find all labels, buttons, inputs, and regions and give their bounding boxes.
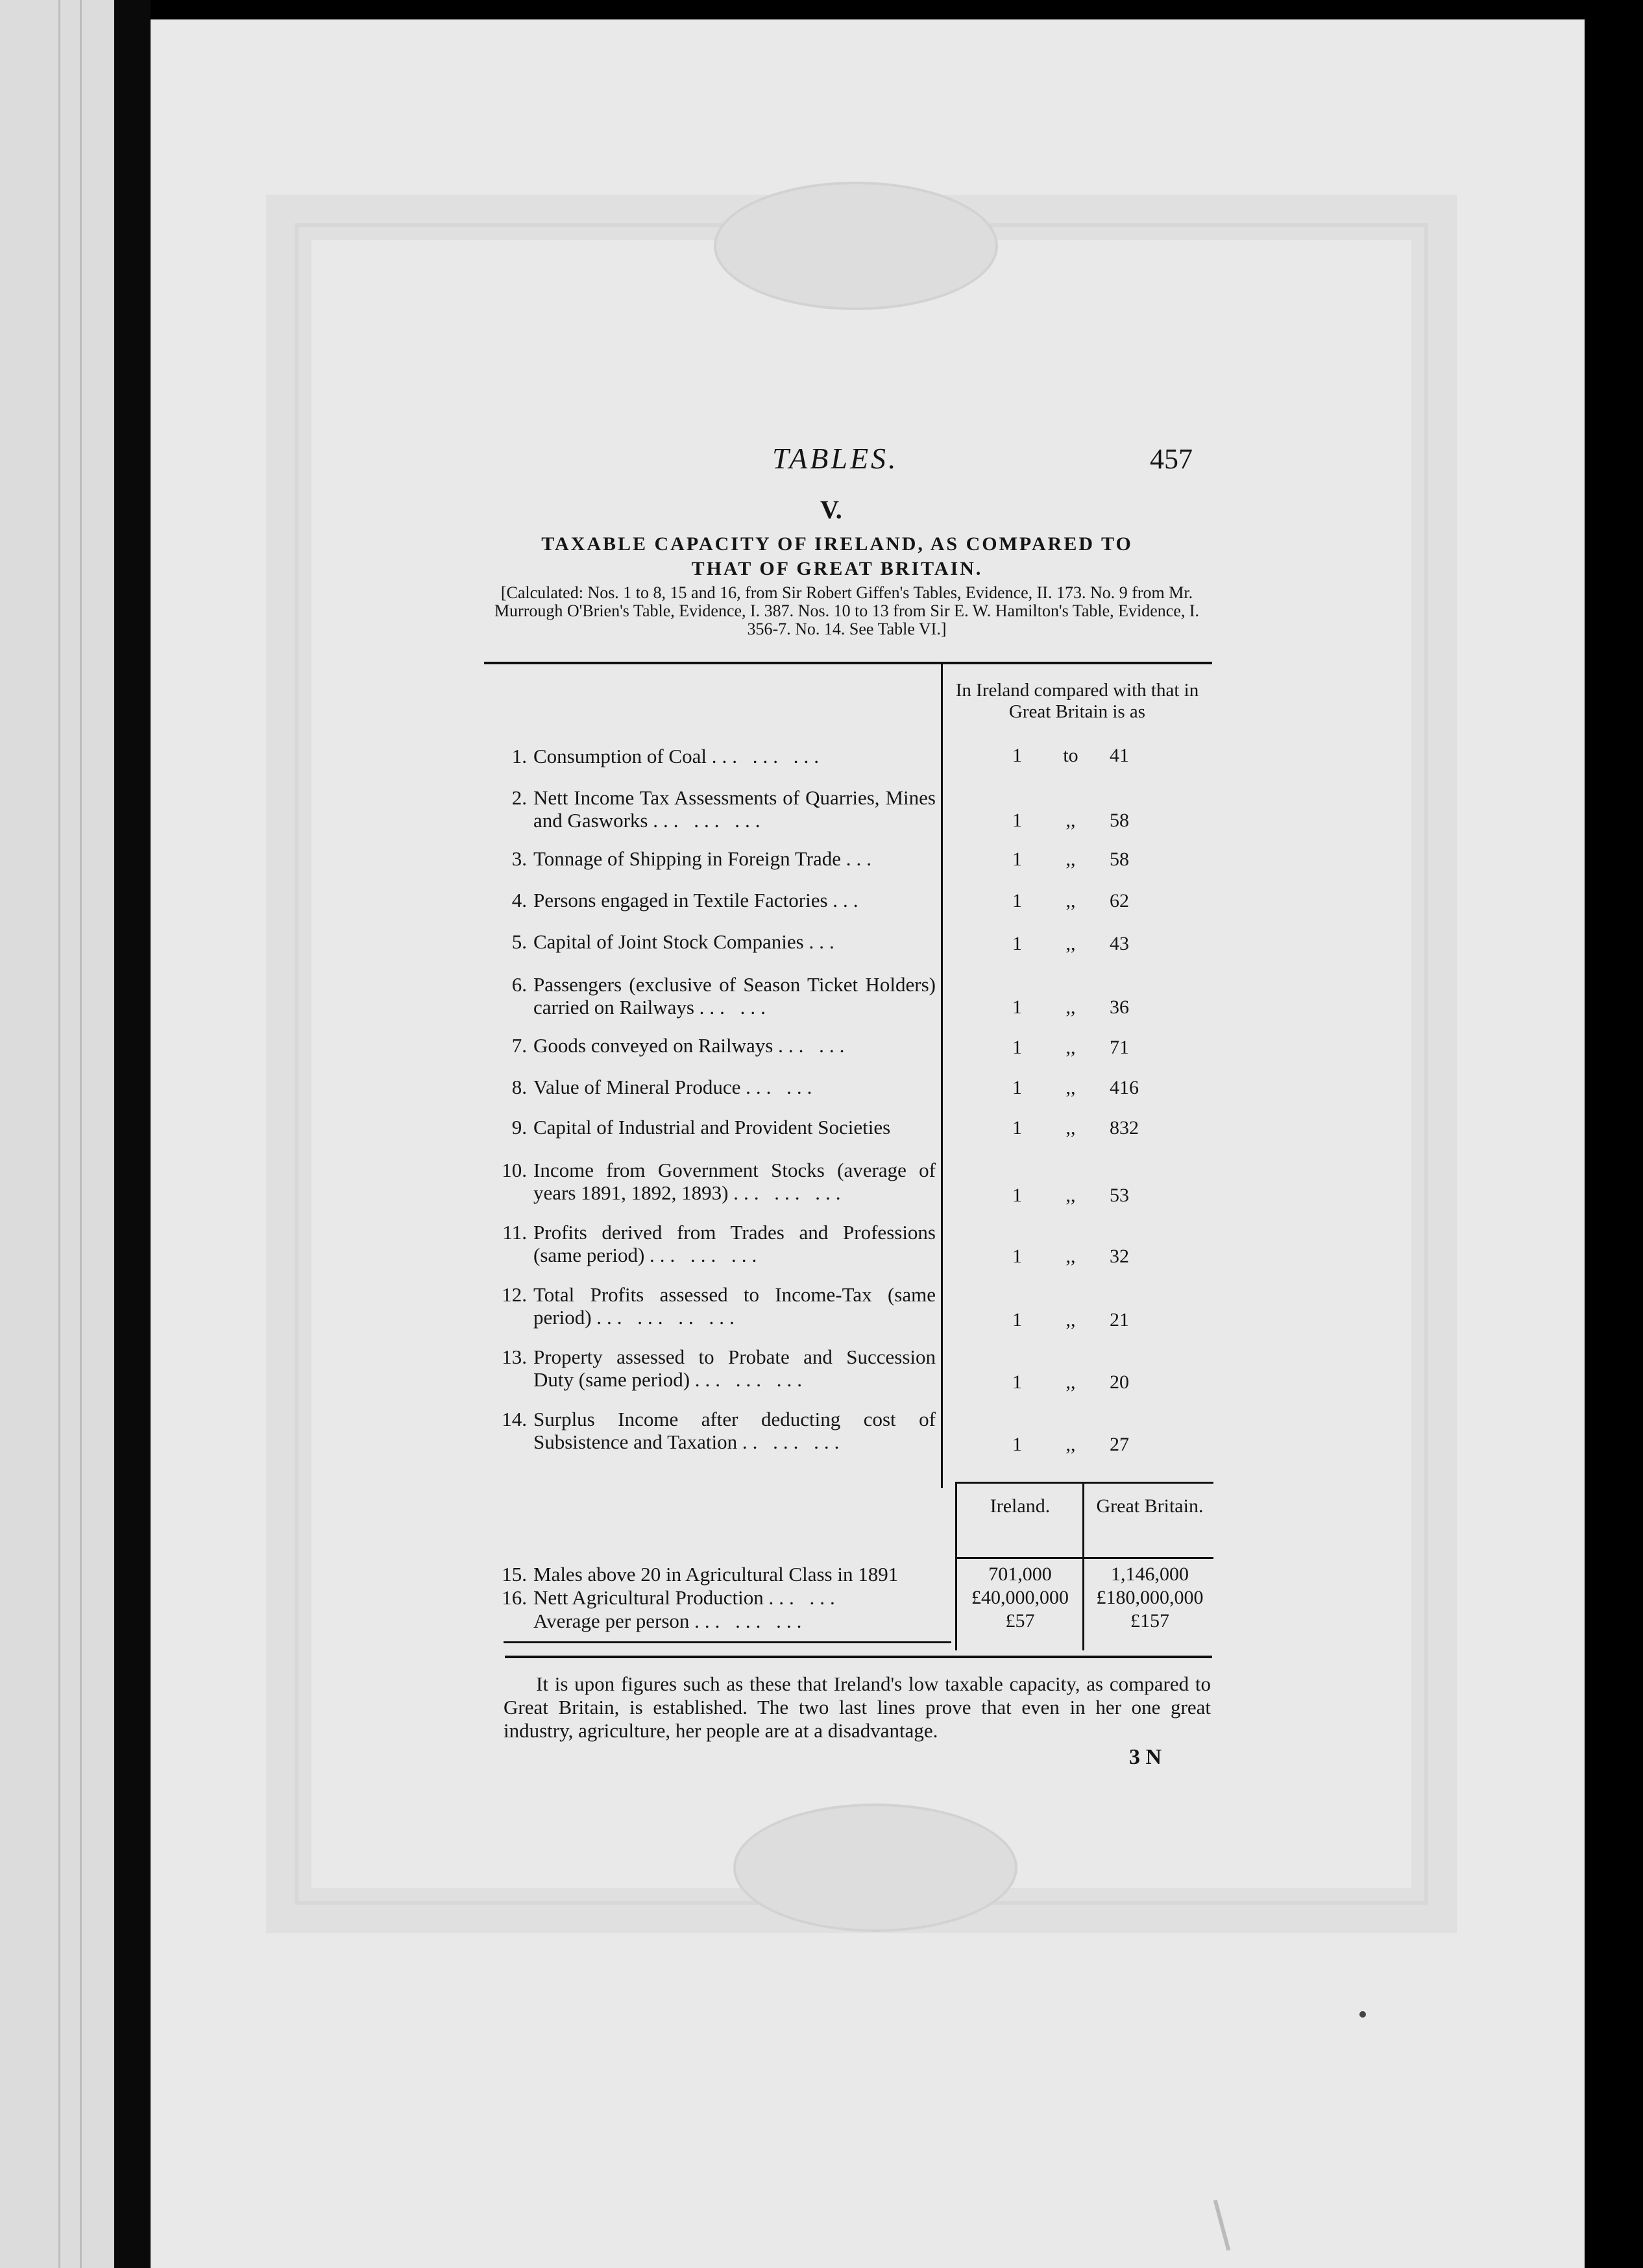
ratio-separator: ,, bbox=[1065, 996, 1076, 1018]
row-text-label: Goods conveyed on Railways bbox=[533, 1034, 773, 1057]
row-number: 10. bbox=[502, 1159, 527, 1181]
row-text bbox=[533, 786, 936, 832]
row-text bbox=[533, 973, 936, 1019]
row-leaders: ... ... bbox=[746, 1076, 818, 1098]
ratio-ireland: 1 bbox=[1012, 996, 1022, 1018]
row-text-label: Capital of Industrial and Provident Societies bbox=[533, 1116, 891, 1139]
ratio-great-britain: 832 bbox=[1110, 1117, 1139, 1139]
row-text-label: Tonnage of Shipping in Foreign Trade bbox=[533, 847, 842, 870]
row-number: 2. bbox=[511, 786, 527, 809]
comparison-column-header: In Ireland compared with that in Great Britain is as bbox=[955, 680, 1199, 722]
ratio-ireland: 1 bbox=[1012, 1246, 1022, 1267]
ratio-separator: ,, bbox=[1065, 1309, 1076, 1331]
row-leaders: ... ... .. ... bbox=[596, 1306, 740, 1329]
row-text bbox=[533, 1283, 936, 1329]
ratio-great-britain: 62 bbox=[1110, 890, 1129, 911]
row-number: 1. bbox=[511, 745, 527, 767]
ratio-ireland: 1 bbox=[1012, 1077, 1022, 1098]
row-number: 13. bbox=[502, 1345, 527, 1368]
ratio-separator: ,, bbox=[1065, 890, 1076, 911]
sub-header-ireland: Ireland. bbox=[990, 1495, 1051, 1517]
row-text bbox=[533, 1116, 936, 1139]
row-leaders: ... ... ... bbox=[694, 1368, 808, 1391]
row-text-label: Surplus Income after deducting cost of Subsistence and Taxation bbox=[533, 1408, 936, 1453]
row-leaders: ... ... ... bbox=[711, 745, 824, 767]
ratio-separator: ,, bbox=[1065, 1037, 1076, 1058]
row-text-label: Value of Mineral Produce bbox=[533, 1076, 741, 1098]
ratio-ireland: 1 bbox=[1012, 1117, 1022, 1139]
ratio-ireland: 1 bbox=[1012, 1309, 1022, 1331]
row-number: 8. bbox=[511, 1076, 527, 1098]
sub-table-header-rule bbox=[955, 1557, 1213, 1559]
row-text bbox=[533, 1345, 936, 1391]
ratio-great-britain: 43 bbox=[1110, 933, 1129, 954]
table-top-rule bbox=[484, 662, 1212, 664]
footnote-paragraph: It is upon figures such as these that Ireland's low taxable capacity, as compared to Great Britain, is established. The two last lines prove that even in her one great industry, agriculture, her people are at a disadvantage. bbox=[504, 1672, 1211, 1742]
ratio-separator: ,, bbox=[1065, 933, 1076, 954]
row-leaders: ... bbox=[846, 847, 877, 870]
ratio-great-britain: 21 bbox=[1110, 1309, 1129, 1331]
ratio-great-britain: 53 bbox=[1110, 1185, 1129, 1206]
sub-cell-ireland: £57 bbox=[1005, 1610, 1035, 1632]
row-text-label: Consumption of Coal bbox=[533, 745, 707, 767]
column-divider bbox=[941, 664, 943, 1488]
row-leaders: .. ... ... bbox=[742, 1430, 845, 1453]
row-number: 5. bbox=[511, 930, 527, 953]
sub-row-number: 15. bbox=[502, 1563, 527, 1586]
ratio-great-britain: 58 bbox=[1110, 810, 1129, 831]
sub-row-leaders: ... ... bbox=[768, 1586, 840, 1609]
row-text bbox=[533, 1221, 936, 1266]
row-text-label: Profits derived from Trades and Professions (same period) bbox=[533, 1221, 936, 1266]
ratio-great-britain: 36 bbox=[1110, 996, 1129, 1018]
row-text bbox=[533, 1034, 936, 1057]
ratio-great-britain: 20 bbox=[1110, 1371, 1129, 1393]
row-leaders: ... ... ... bbox=[733, 1181, 846, 1204]
row-text bbox=[533, 1159, 936, 1204]
row-number: 9. bbox=[511, 1116, 527, 1139]
row-text-label: Persons engaged in Textile Factories bbox=[533, 889, 828, 911]
ratio-ireland: 1 bbox=[1012, 890, 1022, 911]
sub-row-leaders: ... ... ... bbox=[694, 1610, 807, 1632]
row-leaders: ... ... bbox=[778, 1034, 850, 1057]
ratio-ireland: 1 bbox=[1012, 849, 1022, 870]
signature-mark: 3 N bbox=[1129, 1745, 1162, 1769]
sub-table-top-rule bbox=[955, 1482, 1213, 1484]
row-text-label: Income from Government Stocks (average of years 1891, 1892, 1893) bbox=[533, 1159, 936, 1204]
ratio-separator: ,, bbox=[1065, 1371, 1076, 1393]
ratio-ireland: 1 bbox=[1012, 1185, 1022, 1206]
ratio-ireland: 1 bbox=[1012, 810, 1022, 831]
ratio-separator: ,, bbox=[1065, 1077, 1076, 1098]
ratio-great-britain: 27 bbox=[1110, 1434, 1129, 1455]
sub-table-divider-left bbox=[955, 1482, 957, 1650]
ratio-ireland: 1 bbox=[1012, 933, 1022, 954]
sub-table-divider-middle bbox=[1082, 1482, 1084, 1650]
sub-cell-great-britain: £180,000,000 bbox=[1096, 1587, 1204, 1608]
sub-cell-great-britain: £157 bbox=[1130, 1610, 1169, 1632]
sub-row-text-label: Average per person bbox=[533, 1610, 690, 1632]
row-number: 3. bbox=[511, 847, 527, 870]
ratio-ireland: 1 bbox=[1012, 1037, 1022, 1058]
ratio-separator: ,, bbox=[1065, 1246, 1076, 1267]
row-text bbox=[533, 745, 936, 767]
bottom-vignette-illustration bbox=[733, 1804, 1017, 1932]
facing-page-edge bbox=[0, 0, 114, 2268]
row-leaders: ... bbox=[809, 930, 840, 953]
sub-cell-ireland: 701,000 bbox=[988, 1563, 1052, 1585]
row-text-label: Property assessed to Probate and Succession Duty (same period) bbox=[533, 1345, 936, 1391]
ratio-ireland: 1 bbox=[1012, 745, 1022, 766]
row-text bbox=[533, 889, 936, 911]
row-number: 12. bbox=[502, 1283, 527, 1306]
table-bottom-rule bbox=[505, 1656, 1212, 1658]
ratio-separator: ,, bbox=[1065, 1117, 1076, 1139]
sub-cell-ireland: £40,000,000 bbox=[971, 1587, 1069, 1608]
ratio-great-britain: 71 bbox=[1110, 1037, 1129, 1058]
ratio-separator: ,, bbox=[1065, 1185, 1076, 1206]
sub-row-text bbox=[533, 1587, 936, 1609]
row-number: 11. bbox=[502, 1221, 527, 1244]
row-number: 6. bbox=[511, 973, 527, 996]
ratio-separator: ,, bbox=[1065, 1434, 1076, 1455]
row-leaders: ... ... bbox=[699, 996, 771, 1019]
scan-speck bbox=[1359, 2011, 1366, 2018]
ratio-separator: to bbox=[1063, 745, 1078, 766]
ratio-great-britain: 58 bbox=[1110, 849, 1129, 870]
page-number: 457 bbox=[1150, 443, 1193, 475]
ratio-great-britain: 32 bbox=[1110, 1246, 1129, 1267]
row-text bbox=[533, 847, 936, 870]
table-number: V. bbox=[820, 495, 842, 524]
row-text bbox=[533, 1076, 936, 1098]
ratio-separator: ,, bbox=[1065, 849, 1076, 870]
top-vignette-illustration bbox=[714, 182, 998, 310]
ratio-separator: ,, bbox=[1065, 810, 1076, 831]
sub-row-text bbox=[533, 1563, 936, 1586]
average-rule bbox=[504, 1641, 951, 1643]
ratio-great-britain: 416 bbox=[1110, 1077, 1139, 1098]
sub-row-text-label: Nett Agricultural Production bbox=[533, 1586, 764, 1609]
row-text bbox=[533, 1408, 936, 1453]
ratio-ireland: 1 bbox=[1012, 1371, 1022, 1393]
ratio-ireland: 1 bbox=[1012, 1434, 1022, 1455]
row-leaders: ... bbox=[833, 889, 864, 911]
row-text bbox=[533, 930, 936, 953]
sub-row-text bbox=[533, 1610, 936, 1632]
row-number: 4. bbox=[511, 889, 527, 911]
row-text-label: Total Profits assessed to Income-Tax (same period) bbox=[533, 1283, 936, 1329]
sub-row-text-label: Males above 20 in Agricultural Class in 1891 bbox=[533, 1563, 899, 1586]
sub-header-great-britain: Great Britain. bbox=[1096, 1495, 1204, 1517]
row-leaders: ... ... ... bbox=[653, 809, 766, 832]
ratio-great-britain: 41 bbox=[1110, 745, 1129, 766]
sub-cell-great-britain: 1,146,000 bbox=[1111, 1563, 1189, 1585]
running-title: TABLES. bbox=[772, 442, 899, 475]
book-gutter bbox=[114, 0, 151, 2268]
row-text-label: Nett Income Tax Assessments of Quarries, Mines and Gasworks bbox=[533, 786, 936, 832]
row-text-label: Passengers (exclusive of Season Ticket Holders) carried on Railways bbox=[533, 973, 936, 1019]
sub-row-number: 16. bbox=[502, 1586, 527, 1609]
row-text-label: Capital of Joint Stock Companies bbox=[533, 930, 804, 953]
table-title: TAXABLE CAPACITY OF IRELAND, AS COMPARED TO THAT OF GREAT BRITAIN. bbox=[541, 533, 1133, 579]
source-note: [Calculated: Nos. 1 to 8, 15 and 16, from Sir Robert Giffen's Tables, Evidence, II. 173. No. 9 from Mr. Murrough O'Brien's Table, Evidence, I. 387. Nos. 10 to 13 from Sir E. W. Hamilton's Table, Evidence, I. 356-7. No. 14. See Table VI.] bbox=[494, 583, 1200, 638]
row-number: 7. bbox=[511, 1034, 527, 1057]
row-number: 14. bbox=[502, 1408, 527, 1430]
row-leaders: ... ... ... bbox=[650, 1244, 762, 1266]
